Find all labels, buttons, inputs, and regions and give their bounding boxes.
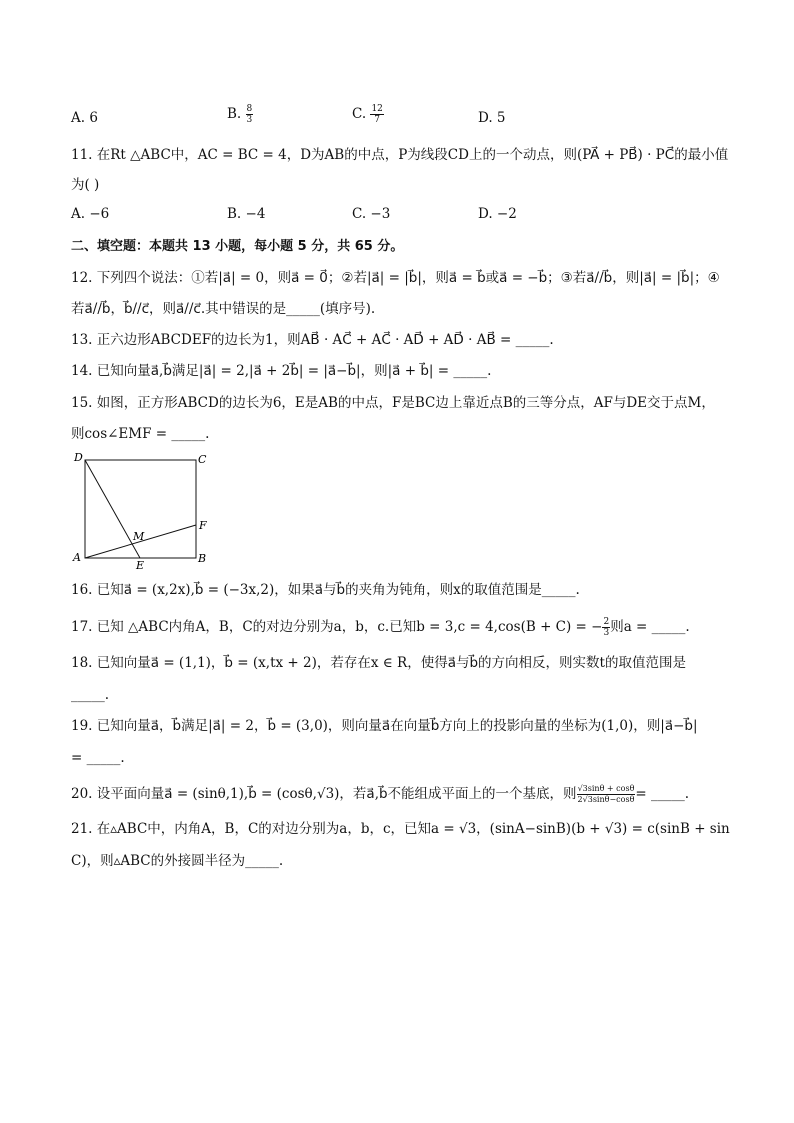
q15-line2: 则cos∠EMF = _____. <box>71 426 210 442</box>
q17-suffix: 则a = _____. <box>610 619 690 635</box>
q11-option-d: D. −2 <box>478 206 517 222</box>
segment-de <box>85 460 140 558</box>
q20-prefix: 20. 设平面向量a⃗ = (sinθ,1),b⃗ = (cosθ,√3)，若a⃗,b⃗不能组成平面上的一个基底，则 <box>71 786 577 802</box>
q18-line2: _____. <box>71 687 110 703</box>
square-figure <box>68 449 218 569</box>
q11-line2: 为( ) <box>71 177 100 193</box>
q10-option-c-prefix: C. <box>352 106 367 122</box>
label-e: E <box>136 559 145 569</box>
q21-line1: 21. 在▵ABC中，内角A，B，C的对边分别为a，b，c，已知a = √3，(sinA−sinB)(b + √3) = c(sinB + sin <box>71 821 730 837</box>
q17-prefix: 17. 已知 △ABC内角A，B，C的对边分别为a，b，c.已知b = 3,c = 4,cos(B + C) = − <box>71 619 603 635</box>
q10-option-b <box>227 104 253 125</box>
label-b: B <box>198 552 207 565</box>
q20-denominator: 2√3sinθ−cosθ <box>577 795 635 804</box>
q10-option-b-prefix: B. <box>227 106 242 122</box>
q11-option-c: C. −3 <box>352 206 391 222</box>
q18-line1: 18. 已知向量a⃗ = (1,1)，b⃗ = (x,tx + 2)，若存在x ∈ R，使得a⃗与b⃗的方向相反，则实数t的取值范围是 <box>71 655 686 671</box>
q17-line <box>71 617 690 638</box>
q10-option-c-fraction <box>370 104 383 125</box>
square-abcd <box>85 460 196 558</box>
q10-option-c-numerator: 12 <box>371 104 383 114</box>
q10-option-b-denominator: 3 <box>246 115 253 125</box>
q10-option-a: A. 6 <box>71 110 98 126</box>
q11-option-a: A. −6 <box>71 206 110 222</box>
q20-fraction <box>577 784 636 805</box>
label-m: M <box>133 530 145 543</box>
q19-line2: = _____. <box>71 750 125 766</box>
q15-line1: 15. 如图，正方形ABCD的边长为6，E是AB的中点，F是BC边上靠近点B的三等分点，AF与DE交于点M， <box>71 395 715 411</box>
q12-line1: 12. 下列四个说法：①若|a⃗| = 0，则a⃗ = 0⃗；②若|a⃗| = |b⃗|，则a⃗ = b⃗或a⃗ = −b⃗；③若a⃗//b⃗，则|a⃗| = |b⃗|；④ <box>71 270 720 286</box>
q20-suffix: = _____. <box>635 786 690 802</box>
label-c: C <box>198 453 207 466</box>
q21-line2: C)，则▵ABC的外接圆半径为_____. <box>71 853 284 869</box>
q16-line: 16. 已知a⃗ = (x,2x),b⃗ = (−3x,2)，如果a⃗与b⃗的夹角为钝角，则x的取值范围是_____. <box>71 582 580 598</box>
q20-numerator: √3sinθ + cosθ <box>577 784 635 793</box>
q10-option-c-denominator: 7 <box>374 115 381 125</box>
q11-option-b: B. −4 <box>227 206 266 222</box>
label-d: D <box>74 451 83 464</box>
label-f: F <box>199 519 207 532</box>
q10-option-c <box>352 104 384 125</box>
section-heading: 二、填空题：本题共 13 小题，每小题 5 分，共 65 分。 <box>71 239 404 254</box>
q20-line <box>71 784 689 805</box>
label-a: A <box>73 551 81 564</box>
q17-denominator: 3 <box>603 628 610 638</box>
q10-option-b-numerator: 8 <box>246 104 253 114</box>
q10-option-d: D. 5 <box>478 110 506 126</box>
q13-line: 13. 正六边形ABCDEF的边长为1，则AB⃗ · AC⃗ + AC⃗ · AD⃗ + AD⃗ · AB⃗ = _____. <box>71 332 554 348</box>
q10-option-b-fraction <box>246 104 254 125</box>
q17-numerator: 2 <box>603 617 610 627</box>
q12-line2: 若a⃗//b⃗，b⃗//c⃗，则a⃗//c⃗.其中错误的是_____(填序号). <box>71 301 376 317</box>
q14-line: 14. 已知向量a⃗,b⃗满足|a⃗| = 2,|a⃗ + 2b⃗| = |a⃗−b⃗|，则|a⃗ + b⃗| = _____. <box>71 363 492 379</box>
q19-line1: 19. 已知向量a⃗，b⃗满足|a⃗| = 2，b⃗ = (3,0)，则向量a⃗在向量b⃗方向上的投影向量的坐标为(1,0)，则|a⃗−b⃗| <box>71 718 698 734</box>
q11-line1: 11. 在Rt △ABC中，AC = BC = 4，D为AB的中点，P为线段CD上的一个动点，则(PA⃗ + PB⃗) · PC⃗的最小值 <box>71 147 729 163</box>
